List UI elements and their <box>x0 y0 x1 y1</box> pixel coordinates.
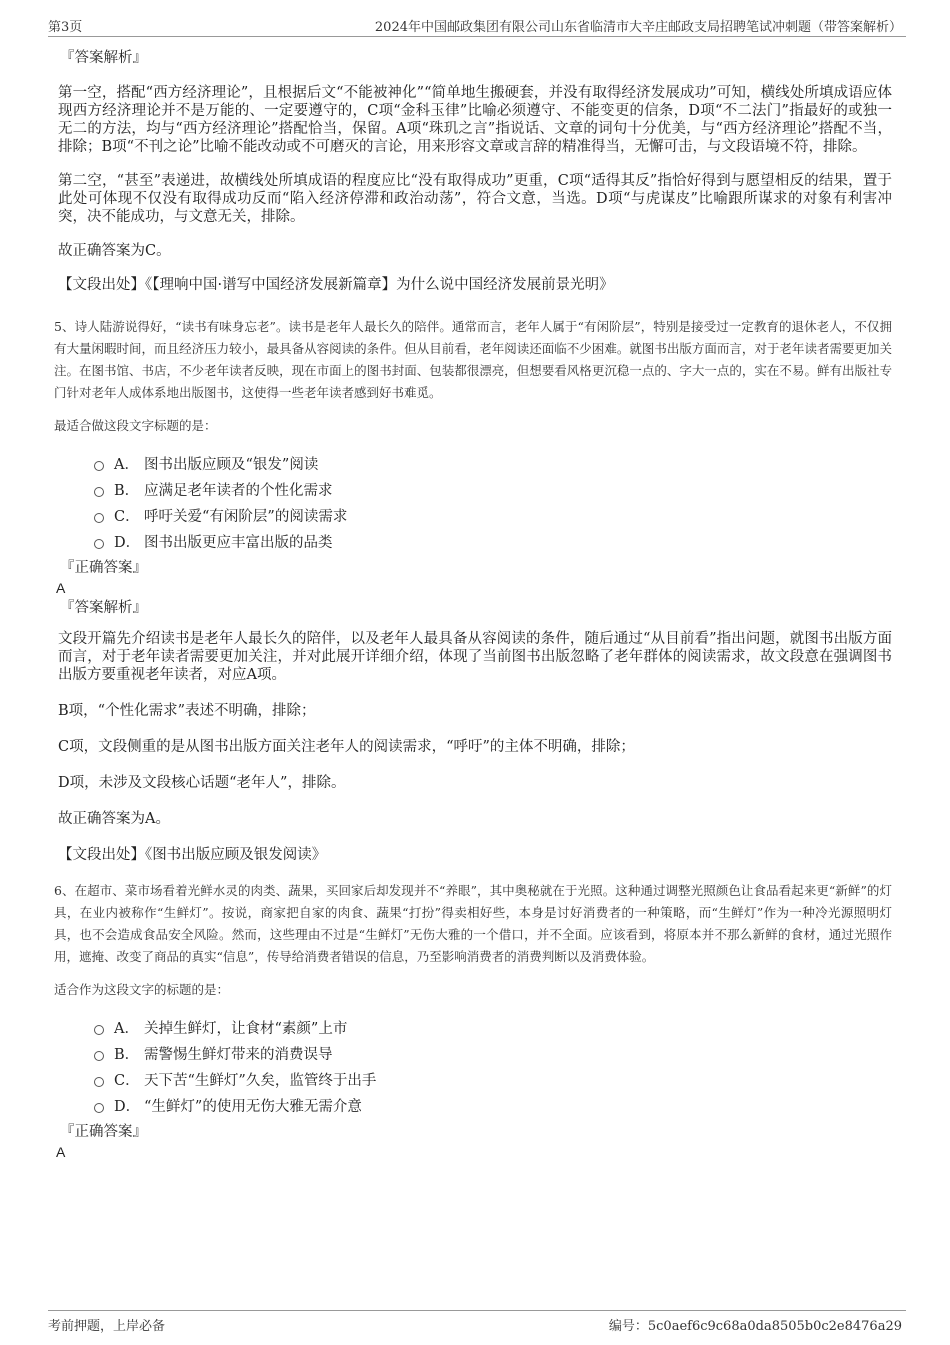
document-code: 编号：5c0aef6c9c68a0da8505b0c2e8476a29 <box>608 1319 902 1334</box>
question-6-options <box>56 1014 892 1118</box>
option-a[interactable]: A． 关掉生鲜灯，让食材“素颜”上市 <box>94 1014 892 1040</box>
source-citation: 【文段出处】《【理响中国·谱写中国经济发展新篇章】为什么说中国经济发展前景光明》 <box>58 277 614 293</box>
analysis-paragraph: 文段开篇先介绍读书是老年人最长久的陪伴，以及老年人最具备从容阅读的条件，随后通过“从目前看”指出问题，就图书出版方面而言，对于老年读者需要更加关注，并对此展开详细介绍，体现了当前图书出版忽略了老年群体的阅读需求，故文段意在强调图书出版方要重视老年读者，对应A项。 <box>58 631 892 683</box>
page-content <box>56 44 892 1162</box>
document-title: 2024年中国邮政集团有限公司山东省临清市大辛庄邮政支局招聘笔试冲刺题（带答案解析） <box>374 20 902 35</box>
page-footer <box>48 1310 906 1335</box>
question-5-prompt: 最适合做这段文字标题的是： <box>54 418 217 433</box>
analysis-conclusion: 故正确答案为A。 <box>58 811 170 827</box>
option-d[interactable]: D． 图书出版更应丰富出版的品类 <box>94 528 892 554</box>
radio-icon[interactable] <box>94 487 104 497</box>
analysis-paragraph: 第二空，“甚至”表递进，故横线处所填成语的程度应比“没有取得成功”更重，C项“适得其反”指恰好得到与愿望相反的结果，置于此处可体现不仅没有取得成功反而“陷入经济停滞和政治动荡”，符合文意，当选。D项“与虎谋皮”比喻跟所谋求的对象有利害冲突，决不能成功，与文意无关，排除。 <box>58 173 892 225</box>
option-b[interactable]: B． 应满足老年读者的个性化需求 <box>94 476 892 502</box>
question-6-text: 6、在超市、菜市场看着光鲜水灵的肉类、蔬果，买回家后却发现并不“养眼”，其中奥秘就在于光照。这种通过调整光照颜色让食品看起来更“新鲜”的灯具，在业内被称作“生鲜灯”。按说，商家把自家的肉食、蔬果“打扮”得卖相好些，本身是讨好消费者的一种策略，而“生鲜灯”作为一种冷光源照明灯具，也不会造成食品安全风险。然而，这些理由不过是“生鲜灯”无伤大雅的一个借口，并不全面。应该看到，将原本并不那么新鲜的食材，通过光照作用，遮掩、改变了商品的真实“信息”，传导给消费者错误的信息，乃至影响消费者的消费判断以及消费体验。 <box>54 883 892 964</box>
analysis-paragraph: C项，文段侧重的是从图书出版方面关注老年人的阅读需求，“呼吁”的主体不明确，排除； <box>58 739 635 755</box>
option-b[interactable]: B． 需警惕生鲜灯带来的消费误导 <box>94 1040 892 1066</box>
radio-icon[interactable] <box>94 1077 104 1087</box>
analysis-paragraph: D项，未涉及文段核心话题“老年人”，排除。 <box>58 775 346 791</box>
option-a[interactable]: A． 图书出版应顾及“银发”阅读 <box>94 450 892 476</box>
radio-icon[interactable] <box>94 539 104 549</box>
option-c[interactable]: C． 天下苦“生鲜灯”久矣，监管终于出手 <box>94 1066 892 1092</box>
correct-answer-label: 『正确答案』 <box>60 560 147 576</box>
source-citation: 【文段出处】《图书出版应顾及银发阅读》 <box>58 847 327 863</box>
radio-icon[interactable] <box>94 1051 104 1061</box>
page-header <box>48 14 906 37</box>
radio-icon[interactable] <box>94 1103 104 1113</box>
question-5-text: 5、诗人陆游说得好，“读书有味身忘老”。读书是老年人最长久的陪伴。通常而言，老年人属于“有闲阶层”，特别是接受过一定教育的退休老人，不仅拥有大量闲暇时间，而且经济压力较小，最具备从容阅读的条件。但从目前看，老年阅读还面临不少困难。就图书出版方面而言，对于老年读者需要更加关注。在图书馆、书店，不少老年读者反映，现在市面上的图书封面、包装都很漂亮，但想要看风格更沉稳一点的、字大一点的，实在不易。鲜有出版社专门针对老年人成体系地出版图书，这使得一些老年读者感到好书难觅。 <box>54 319 892 400</box>
correct-answer: A <box>56 1144 66 1160</box>
analysis-conclusion: 故正确答案为C。 <box>58 243 171 259</box>
analysis-label: 『答案解析』 <box>60 600 147 616</box>
option-d[interactable]: D． “生鲜灯”的使用无伤大雅无需介意 <box>94 1092 892 1118</box>
correct-answer-label: 『正确答案』 <box>60 1124 147 1140</box>
radio-icon[interactable] <box>94 1025 104 1035</box>
footer-slogan: 考前押题，上岸必备 <box>48 1319 166 1334</box>
question-5-options <box>56 450 892 554</box>
radio-icon[interactable] <box>94 461 104 471</box>
analysis-paragraph: 第一空，搭配“西方经济理论”，且根据后文“不能被神化”“简单地生搬硬套，并没有取得经济发展成功”可知，横线处所填成语应体现西方经济理论并不是万能的、一定要遵守的，C项“金科玉律”比喻必须遵守、不能变更的信条，D项“不二法门”指最好的或独一无二的方法，均与“西方经济理论”搭配恰当，保留。A项“珠玑之言”指说话、文章的词句十分优美，与“西方经济理论”搭配不当，排除；B项“不刊之论”比喻不能改动或不可磨灭的言论，用来形容文章或言辞的精准得当，无懈可击，与文段语境不符，排除。 <box>58 85 892 155</box>
radio-icon[interactable] <box>94 513 104 523</box>
analysis-paragraph: B项，“个性化需求”表述不明确，排除； <box>58 703 316 719</box>
question-6-prompt: 适合作为这段文字的标题的是： <box>54 982 230 997</box>
analysis-label: 『答案解析』 <box>60 50 147 66</box>
option-c[interactable]: C． 呼吁关爱“有闲阶层”的阅读需求 <box>94 502 892 528</box>
page-number: 第3页 <box>48 20 83 35</box>
correct-answer: A <box>56 580 66 596</box>
